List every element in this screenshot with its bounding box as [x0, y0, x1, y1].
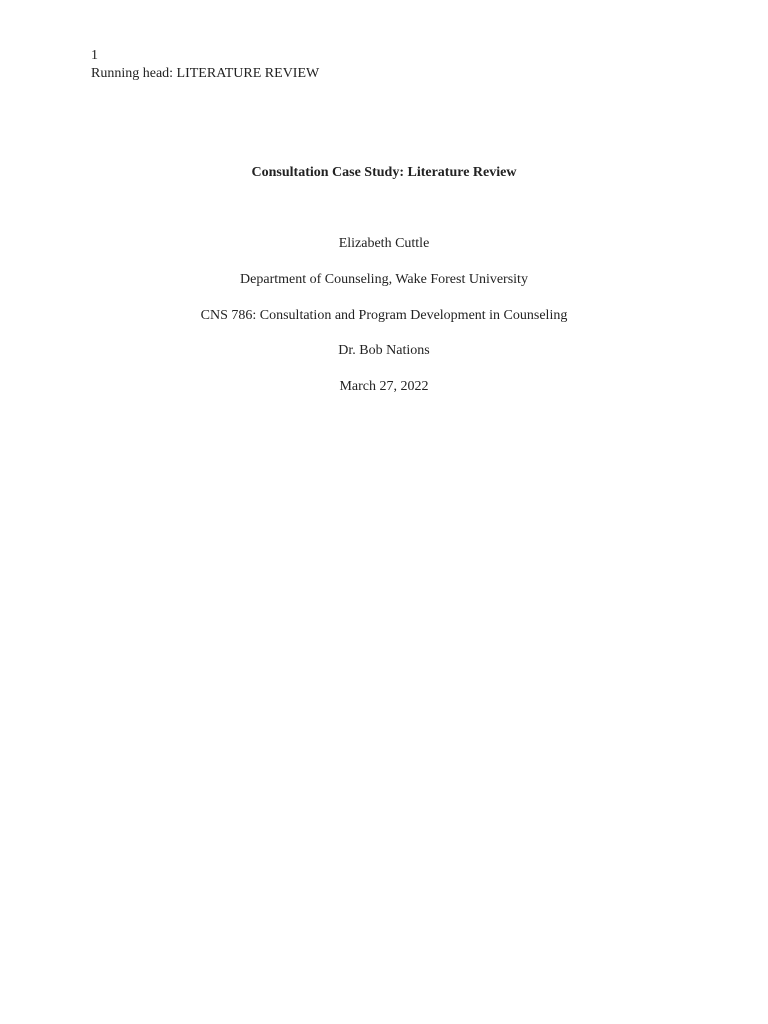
page-number: 1 — [91, 48, 98, 63]
page-header — [91, 47, 319, 83]
instructor-name: Dr. Bob Nations — [338, 343, 430, 358]
submission-date: March 27, 2022 — [339, 379, 429, 394]
author-name: Elizabeth Cuttle — [338, 236, 430, 251]
running-head: Running head: LITERATURE REVIEW — [91, 66, 320, 81]
paper-title: Consultation Case Study: Literature Review — [251, 165, 517, 180]
department-affiliation: Department of Counseling, Wake Forest University — [240, 272, 528, 287]
course-name: CNS 786: Consultation and Program Development in Counseling — [200, 308, 568, 323]
